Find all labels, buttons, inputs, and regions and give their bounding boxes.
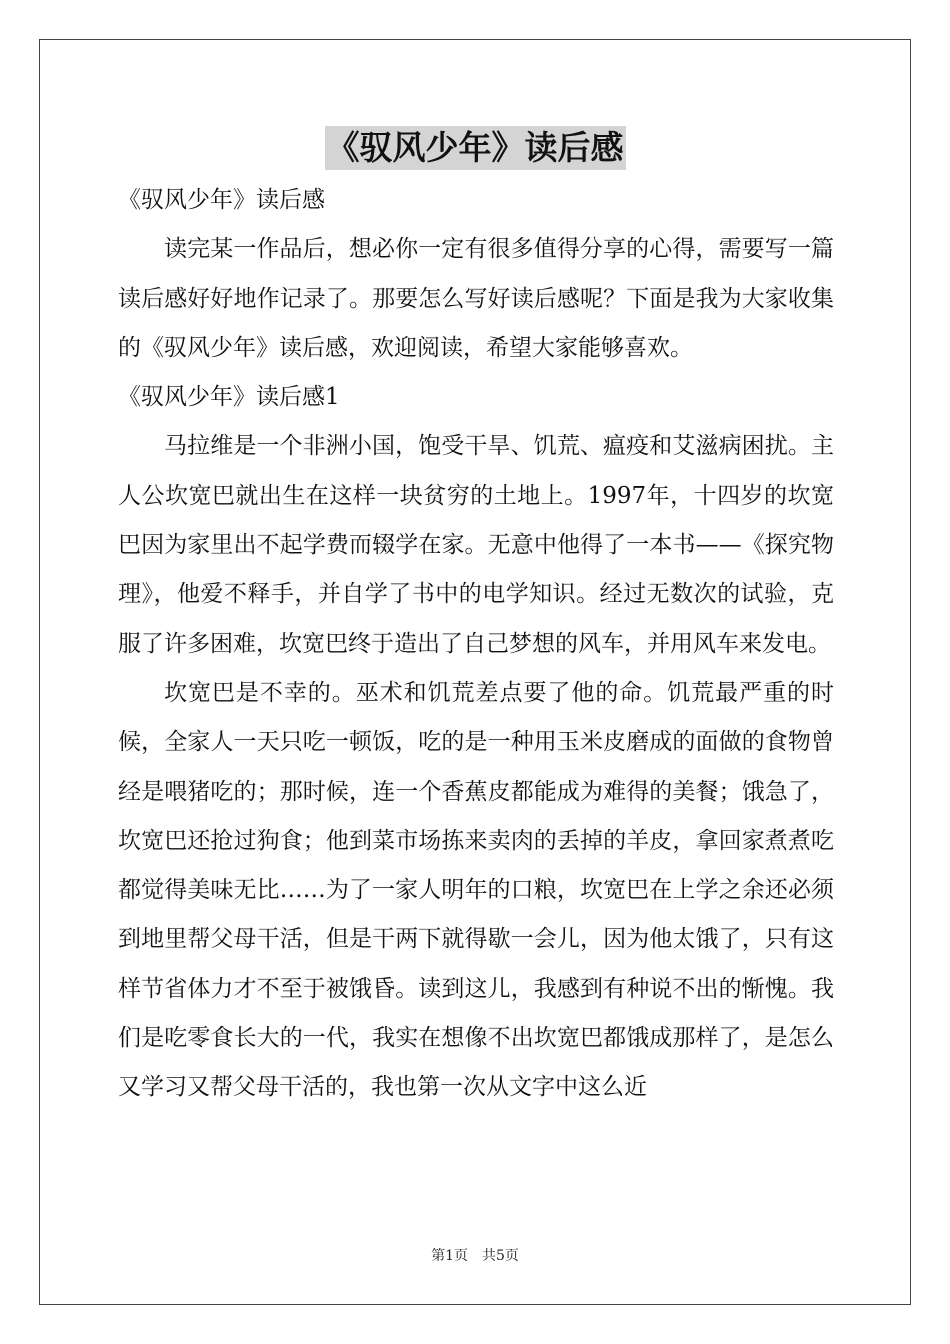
document-body: [118, 176, 834, 1113]
page-footer: [0, 1246, 950, 1266]
intro-paragraph: 读完某一作品后，想必你一定有很多值得分享的心得，需要写一篇读后感好好地作记录了。那要怎么写好读后感呢？下面是我为大家收集的《驭风少年》读后感，欢迎阅读，希望大家能够喜欢。: [118, 236, 834, 361]
subtitle-line: 《驭风少年》读后感: [118, 187, 325, 213]
page-number: 第1页: [431, 1248, 468, 1264]
document-title: 《驭风少年》读后感: [325, 126, 626, 170]
body-paragraph-2: 坎宽巴是不幸的。巫术和饥荒差点要了他的命。饥荒最严重的时候，全家人一天只吃一顿饭，吃的是一种用玉米皮磨成的面做的食物曾经是喂猪吃的；那时候，连一个香蕉皮都能成为难得的美餐；饿急了，坎宽巴还抢过狗食；他到菜市场拣来卖肉的丢掉的羊皮，拿回家煮煮吃都觉得美味无比……为了一家人明年的口粮，坎宽巴在上学之余还必须到地里帮父母干活，但是干两下就得歇一会儿，因为他太饿了，只有这样节省体力才不至于被饿昏。读到这儿，我感到有种说不出的惭愧。我们是吃零食长大的一代，我实在想像不出坎宽巴都饿成那样了，是怎么又学习又帮父母干活的，我也第一次从文字中这么近: [118, 679, 834, 1101]
title-block: [0, 126, 950, 170]
page-total: 共5页: [482, 1248, 519, 1264]
body-paragraph-1: 马拉维是一个非洲小国，饱受干旱、饥荒、瘟疫和艾滋病困扰。主人公坎宽巴就出生在这样一块贫穷的土地上。1997年，十四岁的坎宽巴因为家里出不起学费而辍学在家。无意中他得了一本书——《探究物理》，他爱不释手，并自学了书中的电学知识。经过无数次的试验，克服了许多困难，坎宽巴终于造出了自己梦想的风车，并用风车来发电。: [118, 433, 834, 657]
section-heading: 《驭风少年》读后感1: [118, 384, 340, 411]
